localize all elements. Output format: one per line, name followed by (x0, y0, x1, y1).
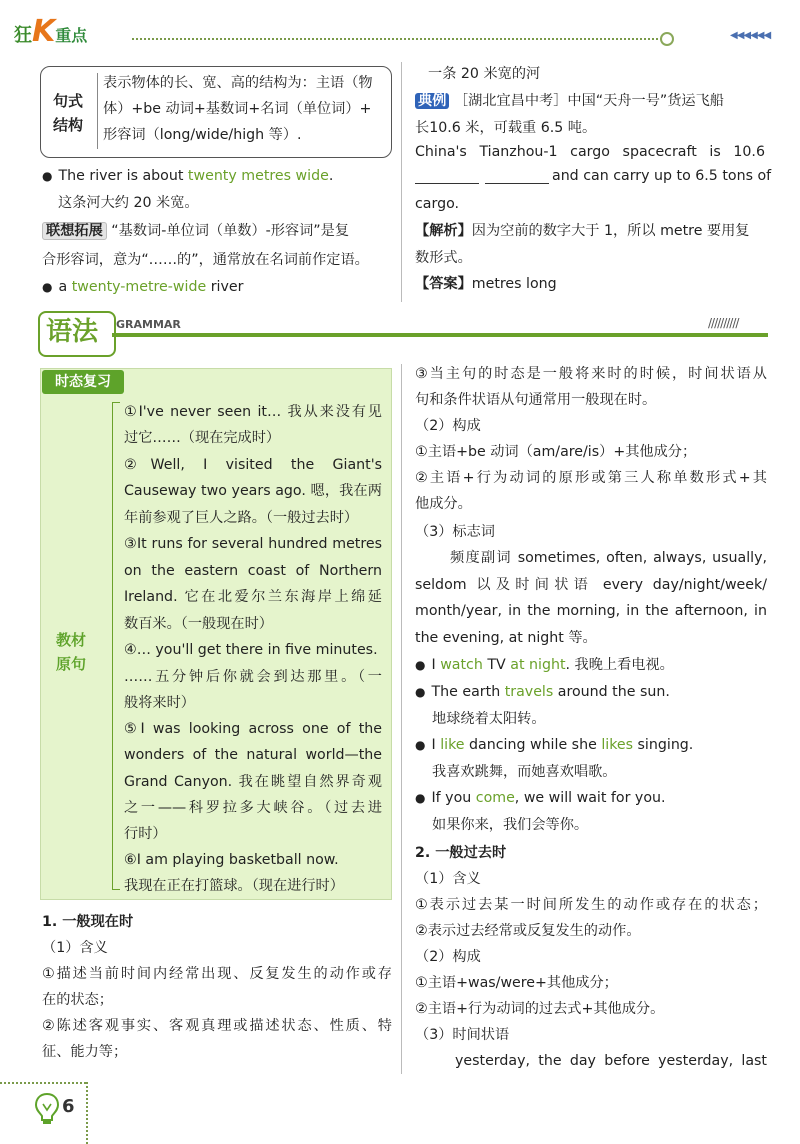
structure-text-line-1: 表示物体的长、宽、高的结构为：主语（物 (103, 75, 373, 91)
tense-line-14: wonders of the natural world—the (124, 747, 382, 763)
bullet-icon: ● (415, 685, 426, 699)
rb-line-8: 频度副词 sometimes, often, always, usually, (450, 550, 767, 566)
rb-line-5: ②主语+行为动词的原形或第三人称单数形式+其 (415, 470, 767, 486)
tense-review-tab: 时态复习 (42, 370, 124, 394)
rb-line-7: （3）标志词 (415, 524, 495, 540)
example-dancing-cn: 我喜欢跳舞，而她喜欢唱歌。 (432, 764, 617, 780)
section-subtitle: GRAMMAR (116, 318, 181, 331)
right-line-river: 一条 20 米宽的河 (428, 66, 541, 82)
tense-line-13: ⑤I was looking across one of the (124, 721, 382, 737)
example-compound-adj: ● a twenty-metre-wide river (42, 279, 244, 295)
tense-line-2: 过它……（现在完成时） (124, 430, 281, 446)
tense-bracket (112, 402, 113, 890)
expand-line-1: 联想拓展 “基数词-单位词（单数）-形容词”是复 (42, 221, 349, 241)
header-brand (14, 14, 88, 50)
example-river-wide: ● The river is about twenty metres wide. (42, 168, 334, 184)
example-prompt-2: 长10.6 米，可载重 6.5 吨。 (415, 120, 597, 136)
example-dancing: ● I like dancing while she likes singing. (415, 737, 694, 753)
footer-vertical-dots (86, 1082, 88, 1144)
bullet-icon: ● (42, 169, 53, 183)
tense-line-15: Grand Canyon. 我在眺望自然界奇观 (124, 774, 382, 790)
header-ring (660, 32, 674, 46)
simple-past-s1: （1）含义 (415, 871, 481, 887)
section-title: 语法 (46, 317, 99, 347)
rb-line-4: ①主语+be 动词（am/are/is）+其他成分； (415, 444, 697, 460)
tense-line-10: ④… you'll get there in five minutes. (124, 642, 378, 658)
tense-line-7: on the eastern coast of Northern (124, 563, 382, 579)
rb-line-3: （2）构成 (415, 418, 481, 434)
page-number: 6 (62, 1096, 75, 1117)
example-prompt-1: 典例 ［湖北宜昌中考］中国“天舟一号”货运飞船 (415, 91, 724, 111)
tense-line-4: Causeway two years ago. 嗯，我在两 (124, 483, 382, 499)
section-slashes: ////////// (708, 316, 739, 330)
analysis-line-1: 【解析】因为空前的数字大于 1，所以 metre 要用复 (415, 223, 750, 239)
tense-line-12: 般将来时） (124, 695, 195, 711)
rb-line-6: 他成分。 (415, 496, 472, 512)
example-come-cn: 如果你来，我们会等你。 (432, 817, 589, 833)
structure-text-line-2: 体）+be 动词+基数词+名词（单位词）+ (103, 101, 372, 117)
example-river-wide-cn: 这条河大约 20 米宽。 (58, 195, 199, 211)
tense-line-19: 我现在正在打篮球。（现在进行时） (124, 878, 344, 894)
tense-line-3: ②Well, I visited the Giant's (124, 457, 382, 473)
tense-line-16: 之一——科罗拉多大峡谷。（过去进 (124, 800, 382, 816)
tense-bracket-bottom (112, 889, 120, 890)
simple-past-s2a: ①主语+was/were+其他成分； (415, 975, 618, 991)
simple-past-s1a: ①表示过去某一时间所发生的动作或存在的状态； (415, 897, 767, 913)
tense-line-5: 年前参观了巨人之路。（一般过去时） (124, 510, 359, 526)
tense-bracket-top (112, 402, 120, 403)
header-dotted-rule (132, 38, 662, 40)
simple-present-sub1: （1）含义 (42, 940, 108, 956)
brand-char-2: 重点 (55, 26, 88, 45)
structure-label-line2: 结构 (53, 116, 84, 134)
analysis-line-2: 数形式。 (415, 250, 472, 266)
section-rule (112, 333, 768, 337)
bullet-icon: ● (415, 791, 426, 805)
header-arrows-icon: ◀◀◀◀◀◀ (730, 30, 771, 41)
example-earth-cn: 地球绕着太阳转。 (432, 711, 546, 727)
example-watch-tv: ● I watch TV at night. 我晚上看电视。 (415, 657, 674, 673)
simple-past-s2: （2）构成 (415, 949, 481, 965)
answer-blank-1[interactable] (415, 183, 479, 184)
lightbulb-icon (34, 1092, 60, 1126)
bullet-icon: ● (415, 738, 426, 752)
tense-line-17: 行时） (124, 826, 167, 842)
simple-present-item1a: ①描述当前时间内经常出现、反复发生的动作或存 (42, 966, 392, 982)
example-en-line-2: and can carry up to 6.5 tons of (552, 168, 772, 184)
brand-k: K (32, 14, 56, 49)
column-divider-top (401, 62, 402, 302)
bullet-icon: ● (415, 658, 426, 672)
example-earth: ● The earth travels around the sun. (415, 684, 670, 700)
footer-dotted-rule (0, 1082, 86, 1084)
simple-present-item2b: 征、能力等； (42, 1044, 128, 1060)
structure-box (40, 66, 392, 158)
simple-past-s1b: ②表示过去经常或反复发生的动作。 (415, 923, 641, 939)
column-divider-bottom (401, 364, 402, 1074)
structure-label-line1: 句式 (53, 92, 84, 110)
rb-line-11: the evening, at night 等。 (415, 630, 597, 646)
simple-past-s3a: yesterday, the day before yesterday, last (455, 1053, 767, 1069)
simple-past-s2b: ②主语+行为动词的过去式+其他成分。 (415, 1001, 665, 1017)
rb-line-1: ③当主句的时态是一般将来时的时候，时间状语从 (415, 366, 767, 382)
tense-line-18: ⑥I am playing basketball now. (124, 852, 339, 868)
simple-present-item1b: 在的状态； (42, 992, 113, 1008)
tense-line-11: ……五分钟后你就会到达那里。（一 (124, 669, 382, 685)
rb-line-2: 句和条件状语从句通常用一般现在时。 (415, 392, 657, 408)
example-en-line-1: China's Tianzhou-1 cargo spacecraft is 10.6 (415, 144, 765, 160)
heading-simple-present: 1. 一般现在时 (42, 914, 134, 930)
brand-char-1: 狂 (14, 25, 32, 46)
heading-simple-past: 2. 一般过去时 (415, 845, 507, 861)
bullet-icon: ● (42, 280, 53, 294)
tense-line-1: ①I've never seen it… 我从来没有见 (124, 404, 382, 420)
expand-line-2: 合形容词，意为“……的”，通常放在名词前作定语。 (42, 252, 369, 268)
answer-blank-2[interactable] (485, 183, 549, 184)
structure-label (53, 89, 83, 137)
example-tag: 典例 (415, 93, 449, 109)
answer-line: 【答案】metres long (415, 276, 557, 292)
tense-line-6: ③It runs for several hundred metres (124, 536, 382, 552)
example-come: ● If you come, we will wait for you. (415, 790, 666, 806)
structure-divider (97, 73, 98, 149)
rb-line-9: seldom 以及时间状语 every day/night/week/ (415, 577, 767, 593)
simple-past-s3: （3）时间状语 (415, 1027, 510, 1043)
structure-text-line-3: 形容词（long/wide/high 等）. (103, 127, 302, 143)
tense-side-label: 教材 原句 (56, 631, 87, 673)
rb-line-10: month/year, in the morning, in the afternoon, in (415, 603, 767, 619)
tense-line-9: 数百米。（一般现在时） (124, 616, 273, 632)
example-en-line-3: cargo. (415, 196, 460, 212)
simple-present-item2a: ②陈述客观事实、客观真理或描述状态、性质、特 (42, 1018, 392, 1034)
expand-tag: 联想拓展 (42, 222, 107, 240)
tense-line-8: Ireland. 它在北爱尔兰东海岸上绵延 (124, 589, 382, 605)
